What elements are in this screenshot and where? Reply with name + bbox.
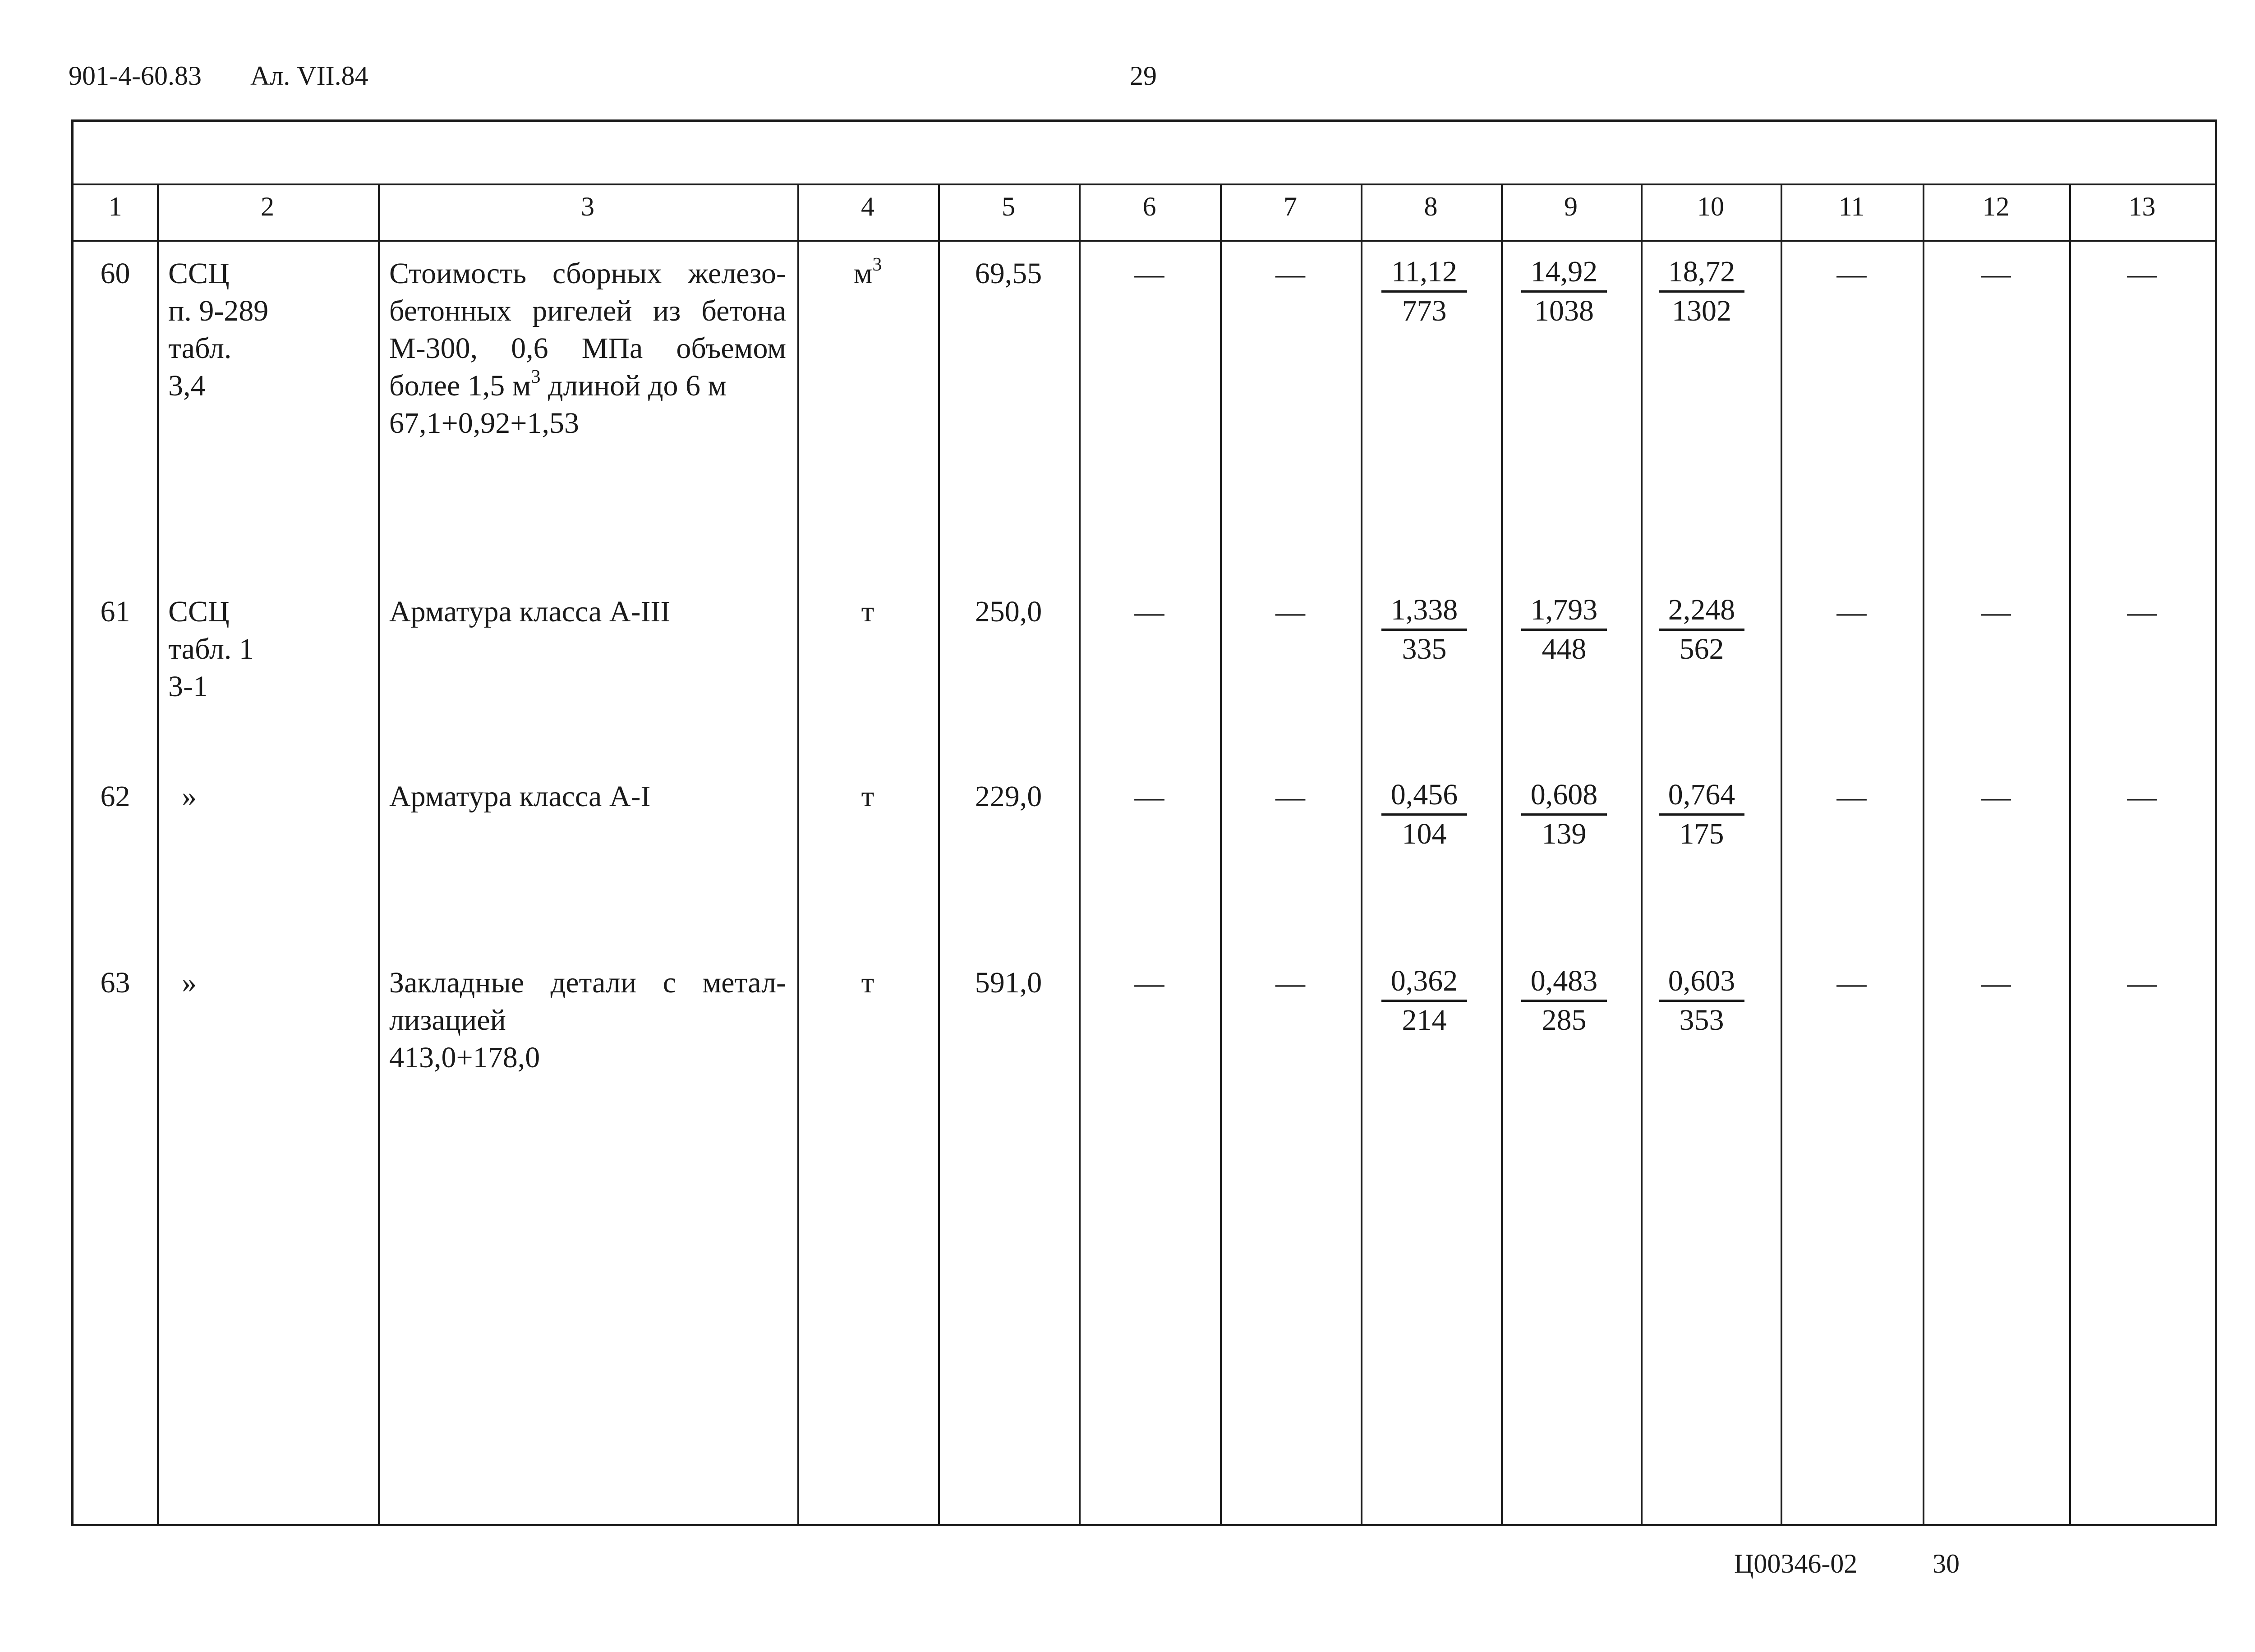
unit: т [861,966,874,999]
column-rule [1361,184,1362,1524]
fraction-value [1659,595,1744,664]
item-description [389,964,786,1076]
empty-value: — [1836,780,1867,813]
column-rule [938,184,940,1524]
page-number: 29 [1130,61,1157,91]
empty-value: — [1275,257,1305,290]
fraction-value [1381,595,1467,664]
denominator: 285 [1542,1004,1587,1037]
reference-line: 3,4 [168,369,206,402]
description-line: 67,1+0,92+1,53 [389,407,579,440]
denominator: 175 [1679,817,1724,850]
fraction-value [1659,257,1744,326]
column-number-4: 4 [861,192,874,221]
denominator: 353 [1679,1004,1724,1037]
quantity: 69,55 [975,257,1042,290]
row-number: 60 [100,257,130,290]
fraction-value [1521,780,1607,849]
description-line: бетонных ригелей из бетона [389,294,786,327]
fraction-value [1381,257,1467,326]
fraction-value [1521,966,1607,1035]
empty-value: — [1134,596,1164,629]
column-number-1: 1 [108,192,122,221]
quantity: 229,0 [975,780,1042,813]
empty-value: — [1981,596,2011,629]
empty-value: — [1836,257,1867,290]
denominator: 448 [1542,633,1587,665]
column-rule [378,184,380,1524]
numerator: 0,603 [1659,966,1744,1002]
column-number-13: 13 [2128,192,2156,221]
empty-value: — [2127,780,2157,813]
column-number-6: 6 [1142,192,1156,221]
column-rule [797,184,799,1524]
numerator: 0,608 [1521,780,1607,816]
description-line: Стоимость сборных железо- [389,257,786,290]
description-text: более 1,5 м [389,369,531,402]
denominator: 773 [1402,294,1447,327]
empty-value: — [2127,967,2157,1000]
fraction-value [1381,780,1467,849]
denominator: 214 [1402,1004,1447,1037]
price-reference [168,255,268,404]
estimate-table [71,119,2217,1526]
empty-value: — [1981,257,2011,290]
item-description: Арматура класса А-III [389,595,671,628]
sheet-reference: Ал. VII.84 [250,61,368,91]
unit: т [861,595,874,628]
row-number: 63 [100,966,130,999]
quantity: 250,0 [975,595,1042,628]
numerator: 0,483 [1521,966,1607,1002]
fraction-value [1659,780,1744,849]
description-line: лизацией [389,1004,506,1037]
empty-value: — [1134,257,1164,290]
column-number-8: 8 [1424,192,1438,221]
numerator: 14,92 [1521,257,1607,293]
quantity: 591,0 [975,966,1042,999]
fraction-value [1381,966,1467,1035]
document-code: 901-4-60.83 [69,61,202,91]
empty-value: — [1275,967,1305,1000]
header-bottom-rule [74,240,2215,242]
empty-value: — [2127,257,2157,290]
unit-superscript: 3 [872,254,882,275]
superscript: 3 [531,367,541,387]
numerator: 11,12 [1381,257,1467,293]
empty-value: — [1981,967,2011,1000]
column-number-5: 5 [1002,192,1015,221]
empty-value: — [1275,596,1305,629]
column-number-3: 3 [581,192,594,221]
fraction-value [1521,257,1607,326]
empty-value: — [2127,596,2157,629]
column-rule [1079,184,1081,1524]
denominator: 1302 [1672,294,1731,327]
unit [797,255,938,292]
fraction-value [1521,595,1607,664]
empty-value: — [1836,967,1867,1000]
description-line: Закладные детали с метал- [389,966,786,999]
numerator: 18,72 [1659,257,1744,293]
item-description [389,255,786,442]
numerator: 1,338 [1381,595,1467,631]
denominator: 1038 [1534,294,1594,327]
column-rule [1781,184,1782,1524]
footer-page-number: 30 [1933,1549,1960,1579]
empty-value: — [1134,780,1164,813]
column-rule [1641,184,1643,1524]
description-line [389,367,786,404]
numerator: 2,248 [1659,595,1744,631]
reference-line: 3-1 [168,670,208,703]
price-reference: » [182,780,197,813]
empty-value: — [1836,596,1867,629]
column-number-12: 12 [1982,192,2010,221]
description-text: длиной до 6 м [548,369,727,402]
denominator: 562 [1679,633,1724,665]
numerator: 0,362 [1381,966,1467,1002]
column-rule [157,184,159,1524]
price-reference: » [182,966,197,999]
column-number-10: 10 [1697,192,1724,221]
reference-line: табл. [168,332,232,365]
denominator: 335 [1402,633,1447,665]
column-rule [1501,184,1503,1524]
empty-value: — [1134,967,1164,1000]
footer-code: Ц00346-02 [1734,1549,1858,1579]
row-number: 62 [100,780,130,813]
reference-line: п. 9-289 [168,294,269,327]
denominator: 139 [1542,817,1587,850]
price-reference [168,593,254,705]
empty-value: — [1981,780,2011,813]
column-rule [1220,184,1222,1524]
column-rule [2069,184,2071,1524]
unit-text: м [853,257,873,290]
numerator: 0,764 [1659,780,1744,816]
description-line: 413,0+178,0 [389,1041,540,1074]
reference-line: ССЦ [168,595,230,628]
reference-line: табл. 1 [168,633,254,665]
numerator: 1,793 [1521,595,1607,631]
numerator: 0,456 [1381,780,1467,816]
item-description: Арматура класса А-I [389,780,651,813]
column-number-2: 2 [261,192,274,221]
empty-value: — [1275,780,1305,813]
column-number-11: 11 [1838,192,1865,221]
denominator: 104 [1402,817,1447,850]
description-line: М-300, 0,6 МПа объемом [389,332,786,365]
column-number-9: 9 [1564,192,1578,221]
column-rule [1923,184,1924,1524]
unit: т [861,780,874,813]
header-top-rule [74,184,2215,185]
column-number-7: 7 [1284,192,1297,221]
reference-line: ССЦ [168,257,230,290]
row-number: 61 [100,595,130,628]
fraction-value [1659,966,1744,1035]
